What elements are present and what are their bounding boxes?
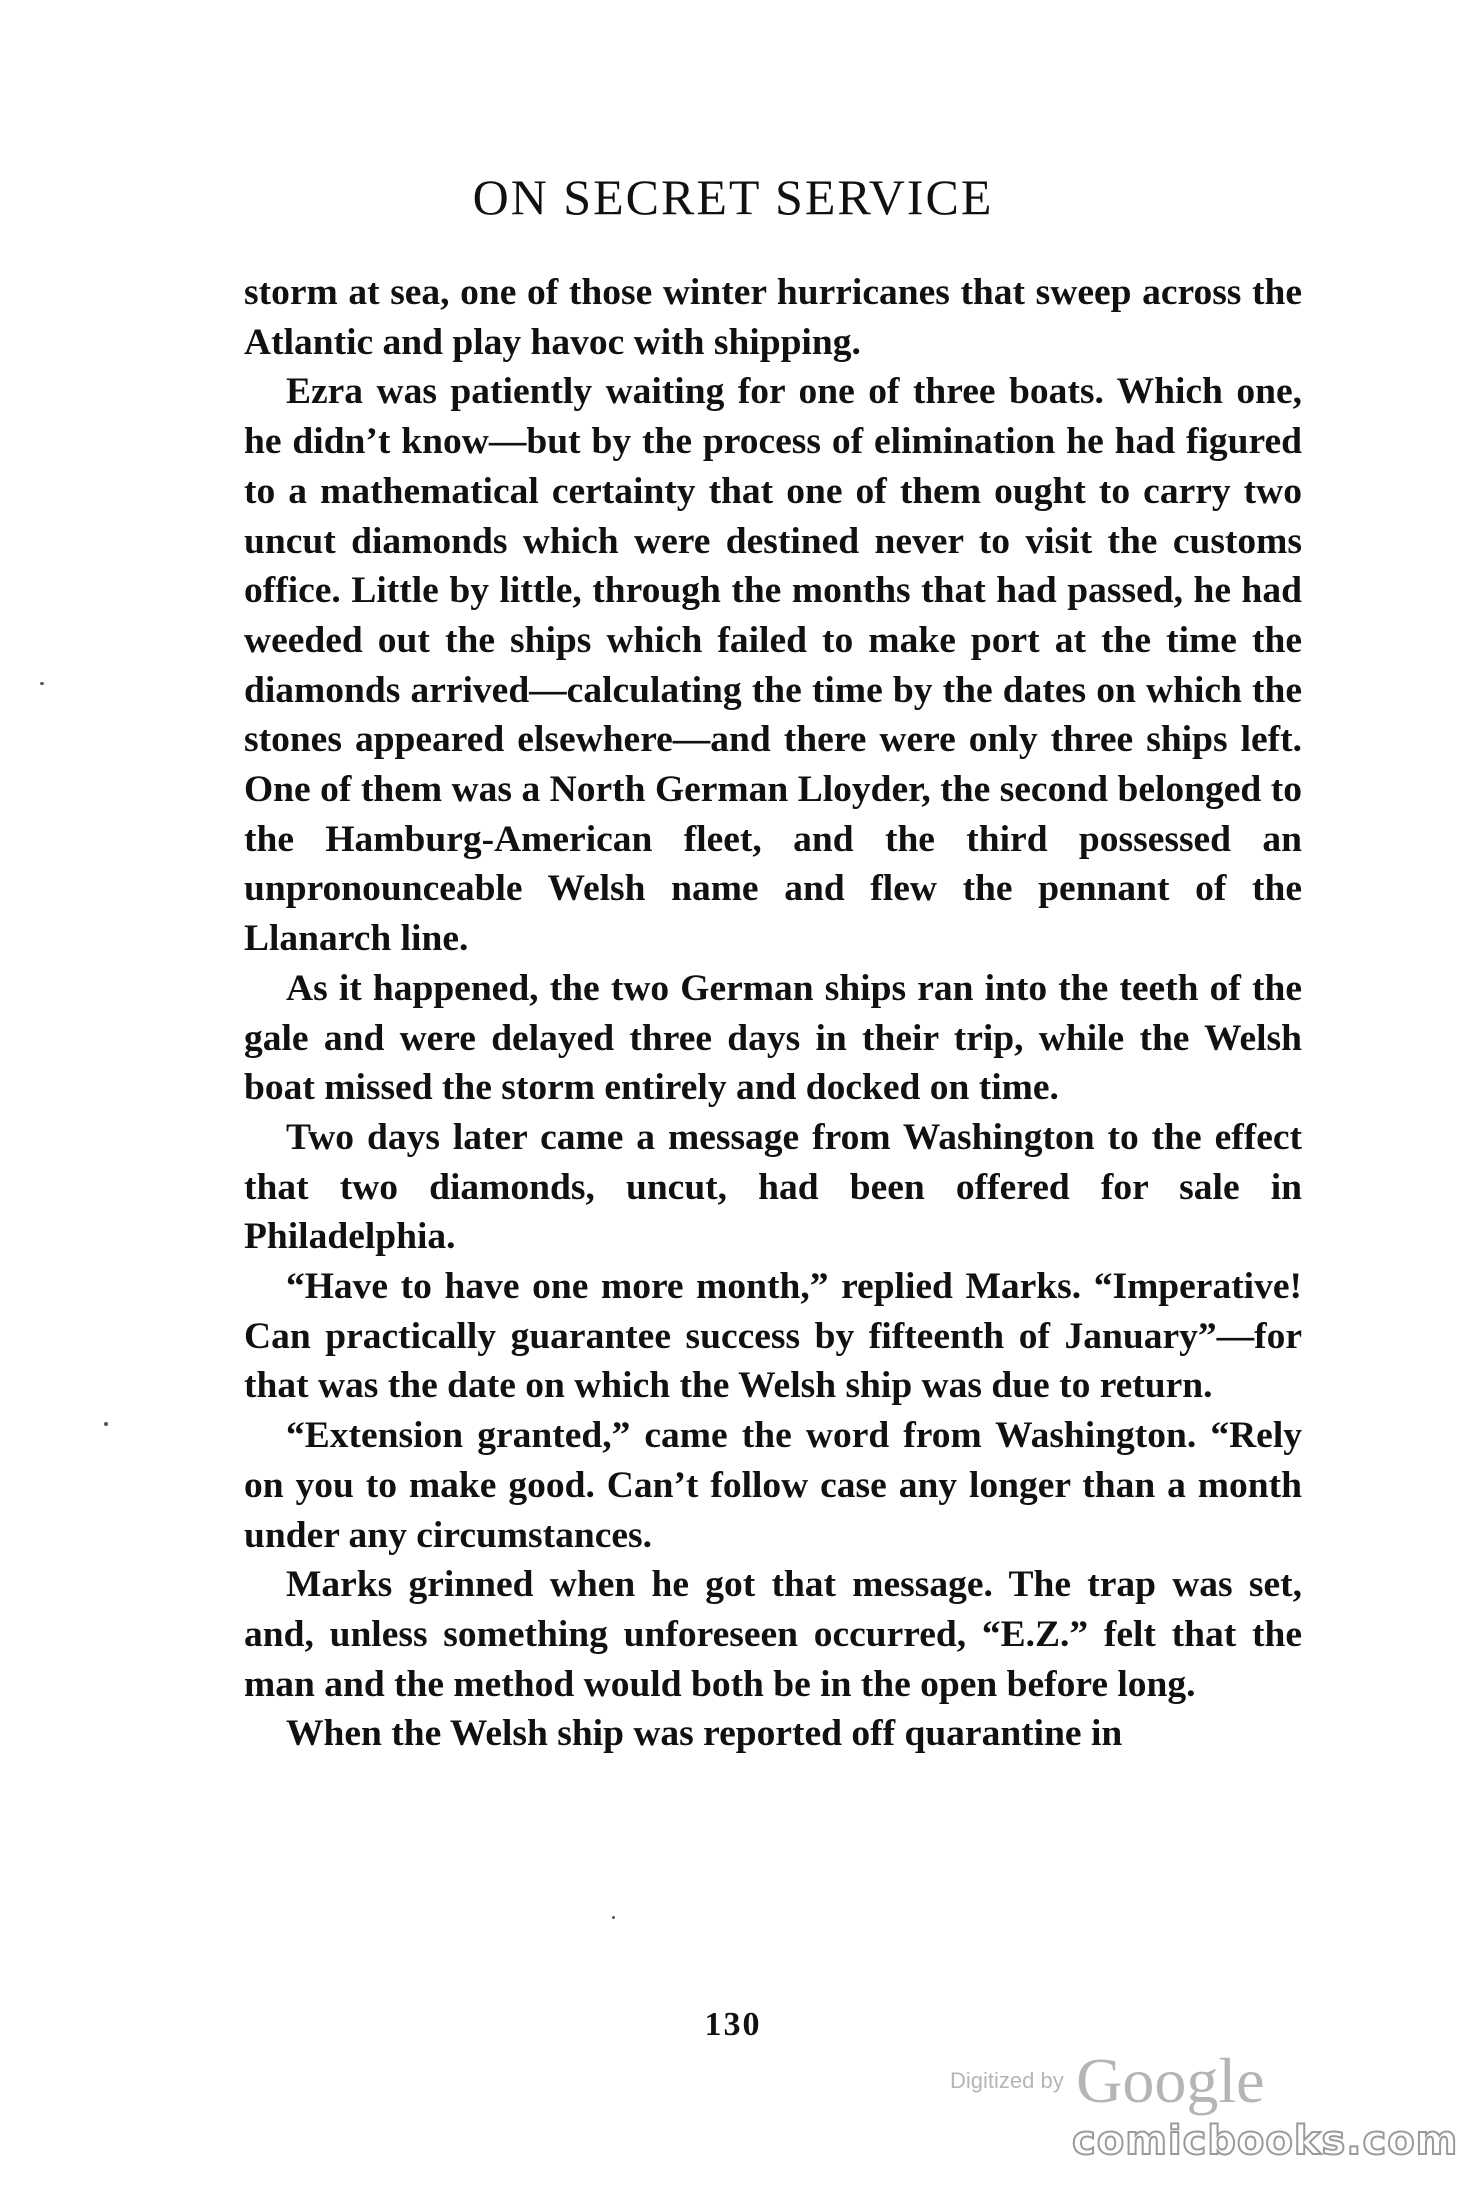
google-wordmark: Google <box>1076 2045 1265 2116</box>
scan-speck <box>40 682 44 685</box>
scan-speck <box>612 1916 615 1919</box>
digitized-by-google-mark <box>950 2044 1265 2118</box>
paragraph: “Extension granted,” came the word from Washington. “Rely on you to make good. Can’t follow case any longer than a month under any circumstances. <box>244 1415 1302 1556</box>
digitized-by-label: Digitized by <box>950 2068 1064 2093</box>
body-text <box>244 268 1302 1759</box>
paragraph: As it happened, the two German ships ran into the teeth of the gale and were delayed three days in their trip, while the Welsh boat missed the storm entirely and docked on time. <box>244 967 1302 1109</box>
paragraph: Ezra was patiently waiting for one of three boats. Which one, he didn’t know—but by the process of elimination he had figured to a mathematical certainty that one of them ought to carry two uncut diamonds which were destined never to visit the customs office. Little by little, through the months that had passed, he had weeded out the ships which failed to make port at the time the diamonds arrived—calculating the time by the dates on which the stones appeared elsewhere—and there were only three ships left. One of them was a North German Lloyder, the second belonged to the Hamburg-American fleet, and the third possessed an unpronounceable Welsh name and flew the pennant of the Llanarch line. <box>244 371 1302 960</box>
scan-speck <box>104 1422 108 1426</box>
page-number: 130 <box>704 2006 762 2043</box>
paragraph: Two days later came a message from Washington to the effect that two diamonds, uncut, had been offered for sale in Philadelphia. <box>244 1116 1302 1258</box>
running-head: ON SECRET SERVICE <box>472 169 994 225</box>
paragraph: “Have to have one more month,” replied Marks. “Imperative! Can practically guarantee success by fifteenth of January”—for that was the date on which the Welsh ship was due to return. <box>244 1266 1302 1407</box>
site-watermark: comicbooks.com <box>1072 2118 1459 2164</box>
paragraph: When the Welsh ship was reported off quarantine in <box>286 1713 1123 1755</box>
paragraph: Marks grinned when he got that message. The trap was set, and, unless something unforeseen occurred, “E.Z.” felt that the man and the method would both be in the open before long. <box>244 1564 1302 1705</box>
paragraph: storm at sea, one of those winter hurricanes that sweep across the Atlantic and play havoc with shipping. <box>244 272 1302 363</box>
